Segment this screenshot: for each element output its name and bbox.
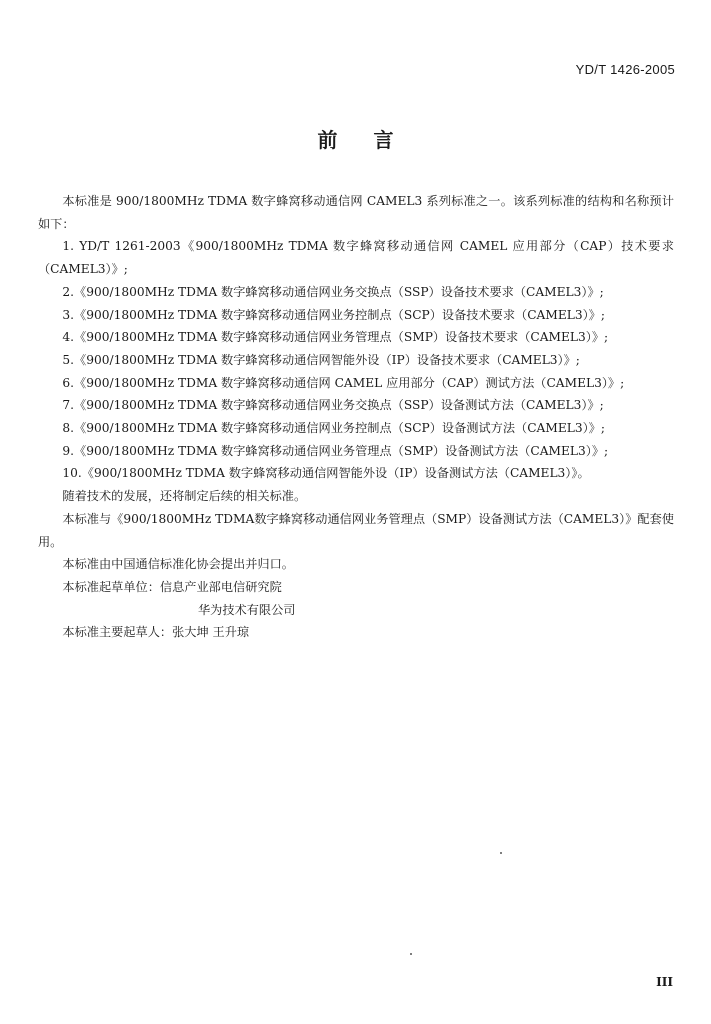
list-item-7: 7.《900/1800MHz TDMA 数字蜂窝移动通信网业务交换点（SSP）设备测试方法（CAMEL3）》; (62, 398, 604, 413)
proposer-note: 本标准由中国通信标准化协会提出并归口。 (62, 557, 294, 572)
list-item-5: 5.《900/1800MHz TDMA 数字蜂窝移动通信网智能外设（IP）设备技术要求（CAMEL3）》; (62, 352, 580, 367)
drafters-line (38, 621, 674, 644)
drafting-unit-2-line (38, 599, 674, 622)
drafting-unit-1: 信息产业部电信研究院 (159, 579, 282, 594)
list-item-8: 8.《900/1800MHz TDMA 数字蜂窝移动通信网业务控制点（SCP）设备测试方法（CAMEL3）》; (62, 421, 605, 436)
scan-speck (410, 953, 412, 955)
list-item-3: 3.《900/1800MHz TDMA 数字蜂窝移动通信网业务控制点（SCP）设备技术要求（CAMEL3）》; (62, 307, 605, 322)
drafting-units-line (38, 576, 674, 599)
companion-standard-note: 本标准与《900/1800MHz TDMA数字蜂窝移动通信网业务管理点（SMP）设备测试方法（CAMEL3）》配套使用。 (38, 511, 674, 549)
intro-paragraph: 本标准是 900/1800MHz TDMA 数字蜂窝移动通信网 CAMEL3 系列标准之一。该系列标准的结构和名称预计如下： (38, 194, 674, 231)
list-item-1: 1. YD/T 1261-2003《900/1800MHz TDMA 数字蜂窝移动通信网 CAMEL 应用部分（CAP）技术要求（CAMEL3）》; (38, 239, 674, 277)
drafters-label: 本标准主要起草人： (62, 625, 173, 640)
list-item-10: 10.《900/1800MHz TDMA 数字蜂窝移动通信网智能外设（IP）设备测试方法（CAMEL3）》。 (62, 466, 590, 481)
drafting-units-label: 本标准起草单位： (62, 579, 160, 594)
future-standards-note: 随着技术的发展，还将制定后续的相关标准。 (62, 489, 307, 504)
list-item-4: 4.《900/1800MHz TDMA 数字蜂窝移动通信网业务管理点（SMP）设备技术要求（CAMEL3）》; (62, 330, 609, 345)
drafters-names: 张大坤 王升琼 (172, 625, 250, 640)
list-item-2: 2.《900/1800MHz TDMA 数字蜂窝移动通信网业务交换点（SSP）设备技术要求（CAMEL3）》; (62, 284, 604, 299)
page-number: III (656, 975, 673, 989)
list-item-6: 6.《900/1800MHz TDMA 数字蜂窝移动通信网 CAMEL 应用部分（CAP）测试方法（CAMEL3）》; (62, 375, 625, 390)
standard-code: YD/T 1426-2005 (575, 62, 675, 77)
list-item-9: 9.《900/1800MHz TDMA 数字蜂窝移动通信网业务管理点（SMP）设备测试方法（CAMEL3）》; (62, 443, 609, 458)
scan-speck (500, 852, 502, 854)
drafting-unit-2: 华为技术有限公司 (198, 602, 296, 617)
page-title: 前言 (317, 128, 430, 152)
foreword-content (38, 190, 674, 644)
